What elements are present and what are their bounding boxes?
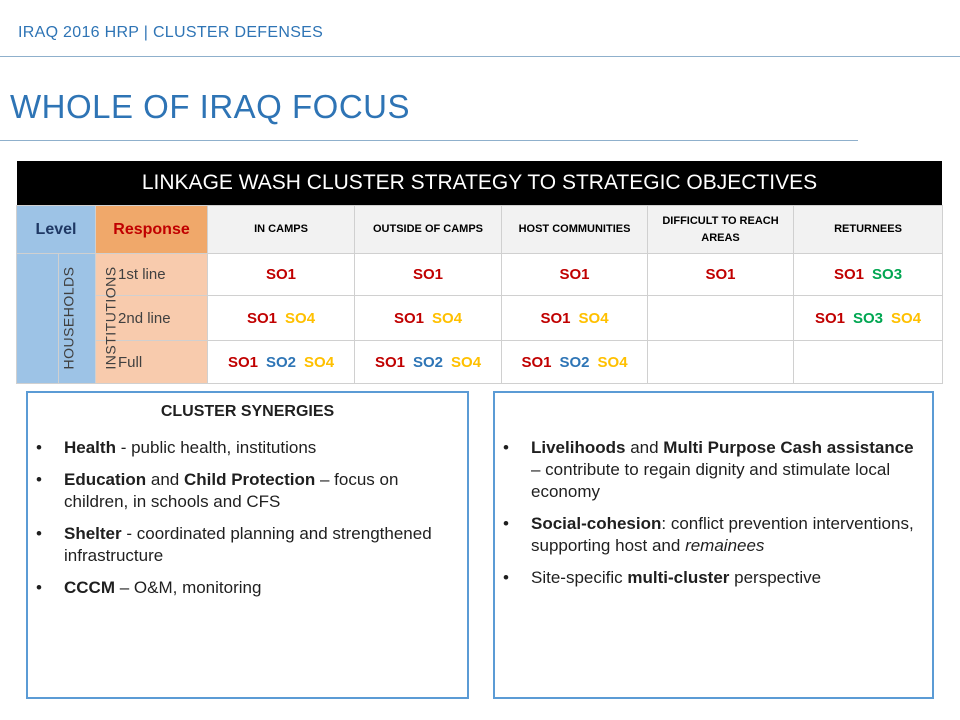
synergy-item: • Education and Child Protection – focus on children, in schools and CFS	[64, 469, 453, 513]
objective-tag: SO4	[597, 353, 628, 371]
objective-tag: SO1	[374, 353, 405, 371]
objective-tag: SO4	[451, 353, 482, 371]
objective-tag: SO1	[247, 309, 278, 327]
objective-tag: SO4	[578, 309, 609, 327]
table-row	[17, 254, 943, 296]
level-header: Level	[17, 206, 96, 254]
objective-tag: SO4	[891, 309, 922, 327]
so-cell	[355, 254, 502, 296]
table-banner: LINKAGE WASH CLUSTER STRATEGY TO STRATEGIC OBJECTIVES	[17, 161, 942, 205]
so-cell	[794, 296, 943, 341]
so-cell	[208, 341, 355, 384]
objective-tag: SO2	[559, 353, 590, 371]
objective-tag: SO2	[413, 353, 444, 371]
table-row	[17, 296, 943, 341]
synergy-item: • Site-specific multi-cluster perspective	[531, 567, 918, 589]
so-cell	[502, 254, 648, 296]
column-header: OUTSIDE OF CAMPS	[355, 206, 502, 254]
objective-tag: SO1	[413, 266, 444, 283]
objective-tag: SO3	[853, 309, 884, 327]
title-divider	[0, 140, 858, 141]
objective-tag: SO1	[266, 266, 297, 283]
synergies-list-left	[28, 437, 453, 599]
objective-tag: SO4	[432, 309, 463, 327]
so-cell	[794, 254, 943, 296]
so-cell	[794, 341, 943, 384]
so-cell	[208, 254, 355, 296]
objective-tag: SO1	[834, 266, 865, 283]
objective-tag: SO1	[540, 309, 571, 327]
column-header: HOST COMMUNITIES	[502, 206, 648, 254]
row-label: Full	[96, 341, 208, 384]
column-header: RETURNEES	[794, 206, 943, 254]
objective-tag: SO1	[705, 266, 736, 283]
so-cell	[648, 254, 794, 296]
row-label: 1st line	[96, 254, 208, 296]
synergies-list-right	[495, 437, 918, 589]
synergy-item: • CCCM – O&M, monitoring	[64, 577, 453, 599]
so-cell	[502, 341, 648, 384]
so-cell	[208, 296, 355, 341]
objective-tag: SO1	[559, 266, 590, 283]
so-cell	[502, 296, 648, 341]
synergy-item: • Social-cohesion: conflict prevention interventions, supporting host and remainees	[531, 513, 918, 557]
row-label: 2nd line	[96, 296, 208, 341]
response-header: Response	[96, 206, 208, 254]
additional-synergies-box	[493, 391, 934, 699]
page-title: WHOLE OF IRAQ FOCUS	[10, 88, 411, 125]
so-cell	[648, 296, 794, 341]
so-cell	[355, 296, 502, 341]
cluster-synergies-box	[26, 391, 469, 699]
households-label: HOUSEHOLDS	[17, 254, 59, 384]
objective-tag: SO1	[814, 309, 845, 327]
synergy-item: • Health - public health, institutions	[64, 437, 453, 459]
objective-tag: SO4	[304, 353, 335, 371]
objective-tag: SO2	[266, 353, 297, 371]
objective-tag: SO1	[227, 353, 258, 371]
synergies-heading: CLUSTER SYNERGIES	[160, 403, 335, 420]
objective-tag: SO4	[285, 309, 316, 327]
header-divider	[0, 56, 960, 57]
column-header: DIFFICULT TO REACH AREAS	[648, 206, 794, 254]
presentation-subtitle: IRAQ 2016 HRP | CLUSTER DEFENSES	[18, 24, 324, 41]
so-cell	[355, 341, 502, 384]
synergy-item: • Livelihoods and Multi Purpose Cash assistance – contribute to regain dignity and stimulate local economy	[531, 437, 918, 503]
institutions-label: INSTITUTIONS	[59, 254, 96, 384]
column-header: IN CAMPS	[208, 206, 355, 254]
objective-tag: SO3	[872, 266, 903, 283]
so-cell	[648, 341, 794, 384]
strategy-table	[16, 205, 943, 384]
objective-tag: SO1	[394, 309, 425, 327]
synergy-item: • Shelter - coordinated planning and strengthened infrastructure	[64, 523, 453, 567]
objective-tag: SO1	[521, 353, 552, 371]
table-row	[17, 341, 943, 384]
